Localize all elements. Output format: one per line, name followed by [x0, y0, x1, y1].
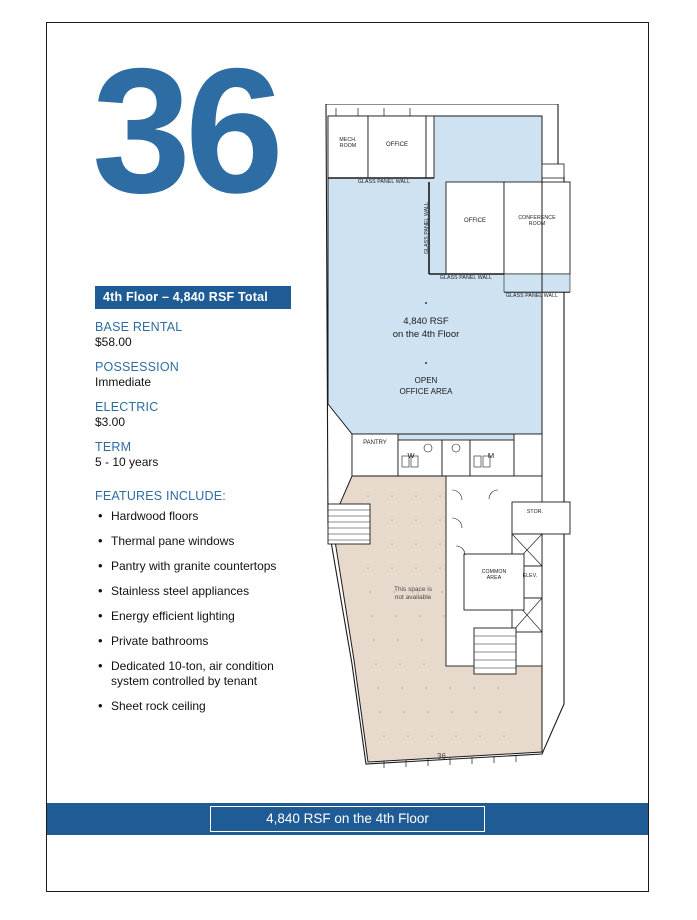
glass-panel-wall-label-vertical: GLASS PANEL WALL: [424, 201, 430, 254]
listing-details: [95, 286, 305, 724]
room-label-mech-room: MECH. ROOM: [339, 137, 357, 149]
spec-label: POSSESSION: [95, 360, 179, 374]
list-item: • Private bathrooms: [95, 634, 305, 649]
list-item: • Pantry with granite countertops: [95, 559, 305, 574]
spec-value: $3.00: [95, 415, 126, 429]
room-label-common-area: COMMON AREA: [481, 569, 507, 581]
spec-value: 5 - 10 years: [95, 455, 159, 469]
spec-label: BASE RENTAL: [95, 320, 183, 334]
list-item: • Stainless steel appliances: [95, 584, 305, 599]
list-item: • Thermal pane windows: [95, 534, 305, 549]
spec-label: TERM: [95, 440, 132, 454]
room-label-conference: CONFERENCE ROOM: [518, 215, 556, 227]
glass-panel-wall-label-2: GLASS PANEL WALL: [439, 275, 493, 281]
glass-panel-wall-label-3: GLASS PANEL WALL: [505, 293, 559, 299]
list-item: • Sheet rock ceiling: [95, 699, 305, 714]
room-label-storage: STOR.: [526, 509, 544, 515]
room-label-pantry: PANTRY: [363, 440, 387, 446]
room-label-mens-restroom: M: [487, 451, 495, 460]
callout-dot-top: [425, 302, 427, 304]
spec-value: Immediate: [95, 375, 152, 389]
room-label-office-mid: OFFICE: [464, 218, 486, 224]
building-number-logo: 36: [92, 31, 278, 230]
footer-banner-text: 4,840 RSF on the 4th Floor: [210, 806, 485, 832]
list-item: • Hardwood floors: [95, 509, 305, 524]
room-label-office-top: OFFICE: [386, 142, 408, 148]
room-label-womens-restroom: W: [407, 451, 415, 460]
rsf-callout: 4,840 RSF on the 4th Floor: [392, 316, 460, 340]
spec-electric: [95, 400, 305, 429]
floor-banner: 4th Floor – 4,840 RSF Total: [95, 286, 291, 309]
spec-value: $58.00: [95, 335, 132, 349]
street-number-label: 36: [437, 752, 446, 761]
glass-panel-wall-label-1: GLASS PANEL WALL: [357, 179, 411, 185]
callout-dot-bottom: [425, 362, 427, 364]
unavailable-space-note: This space is not available: [394, 586, 432, 602]
list-item: • Dedicated 10-ton, air condition system controlled by tenant: [95, 659, 305, 689]
spec-possession: [95, 360, 305, 389]
spec-label: ELECTRIC: [95, 400, 159, 414]
features-heading: FEATURES INCLUDE:: [95, 489, 226, 503]
features-list: [95, 509, 305, 714]
spec-base-rental: [95, 320, 305, 349]
floor-plan: [306, 104, 588, 776]
list-item: • Energy efficient lighting: [95, 609, 305, 624]
open-office-area-label: OPEN OFFICE AREA: [399, 376, 453, 396]
room-label-elevator: ELEV.: [522, 573, 538, 579]
spec-term: [95, 440, 305, 469]
